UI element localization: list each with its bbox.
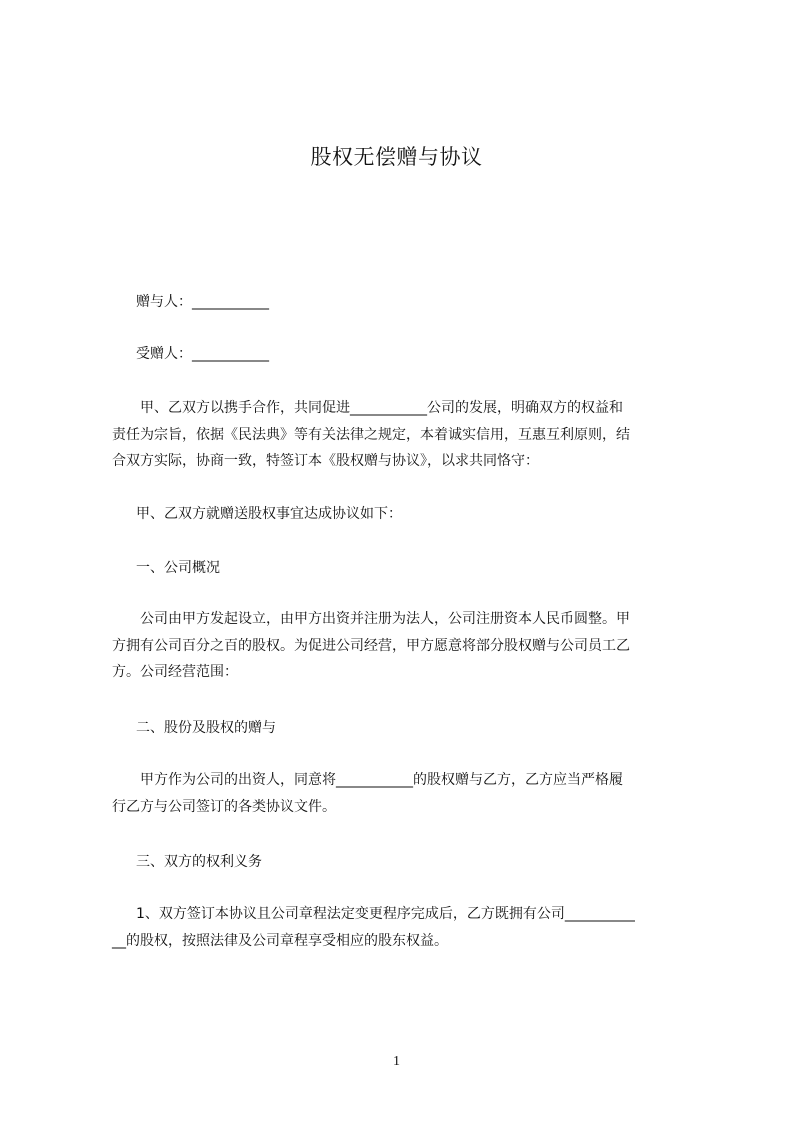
preamble-line: 责任为宗旨，依据《民法典》等有关法律之规定，本着诚实信用，互惠互利原则，结 <box>112 426 630 443</box>
donor-line: 赠与人：___________ <box>136 294 269 310</box>
section-3-item-1 <box>112 901 702 954</box>
agreement-intro: 甲、乙双方就赠送股权事宜达成协议如下： <box>136 506 402 522</box>
section-3-heading: 三、双方的权利义务 <box>136 854 262 870</box>
section-2-paragraph <box>112 767 702 820</box>
section-3-item-1-line: 1、双方签订本协议且公司章程法定变更程序完成后，乙方既拥有公司__________ <box>136 906 635 922</box>
section-1-paragraph <box>112 606 702 686</box>
document-title: 股权无偿赠与协议 <box>310 145 483 169</box>
preamble-paragraph <box>112 395 702 475</box>
section-2-line: 甲方作为公司的出资人，同意将___________的股权赠与乙方，乙方应当严格履 <box>140 772 623 788</box>
donee-line: 受赠人：___________ <box>136 346 269 362</box>
section-1-line: 方拥有公司百分之百的股权。为促进公司经营，甲方愿意将部分股权赠与公司员工乙 <box>112 637 630 654</box>
preamble-line: 甲、乙双方以携手合作，共同促进___________公司的发展，明确双方的权益和 <box>140 400 623 416</box>
section-1-line: 公司由甲方发起设立，由甲方出资并注册为法人，公司注册资本人民币圆整。甲 <box>140 611 630 627</box>
section-2-line: 行乙方与公司签订的各类协议文件。 <box>112 798 336 815</box>
preamble-line: 合双方实际，协商一致，特签订本《股权赠与协议》，以求共同恪守： <box>112 453 539 469</box>
section-3-item-1-line: __的股权，按照法律及公司章程享受相应的股东权益。 <box>112 932 448 949</box>
page-number: 1 <box>393 1054 400 1069</box>
section-2-heading: 二、股份及股权的赠与 <box>136 720 276 736</box>
section-1-line: 方。公司经营范围： <box>112 664 238 680</box>
section-1-heading: 一、公司概况 <box>136 560 220 576</box>
